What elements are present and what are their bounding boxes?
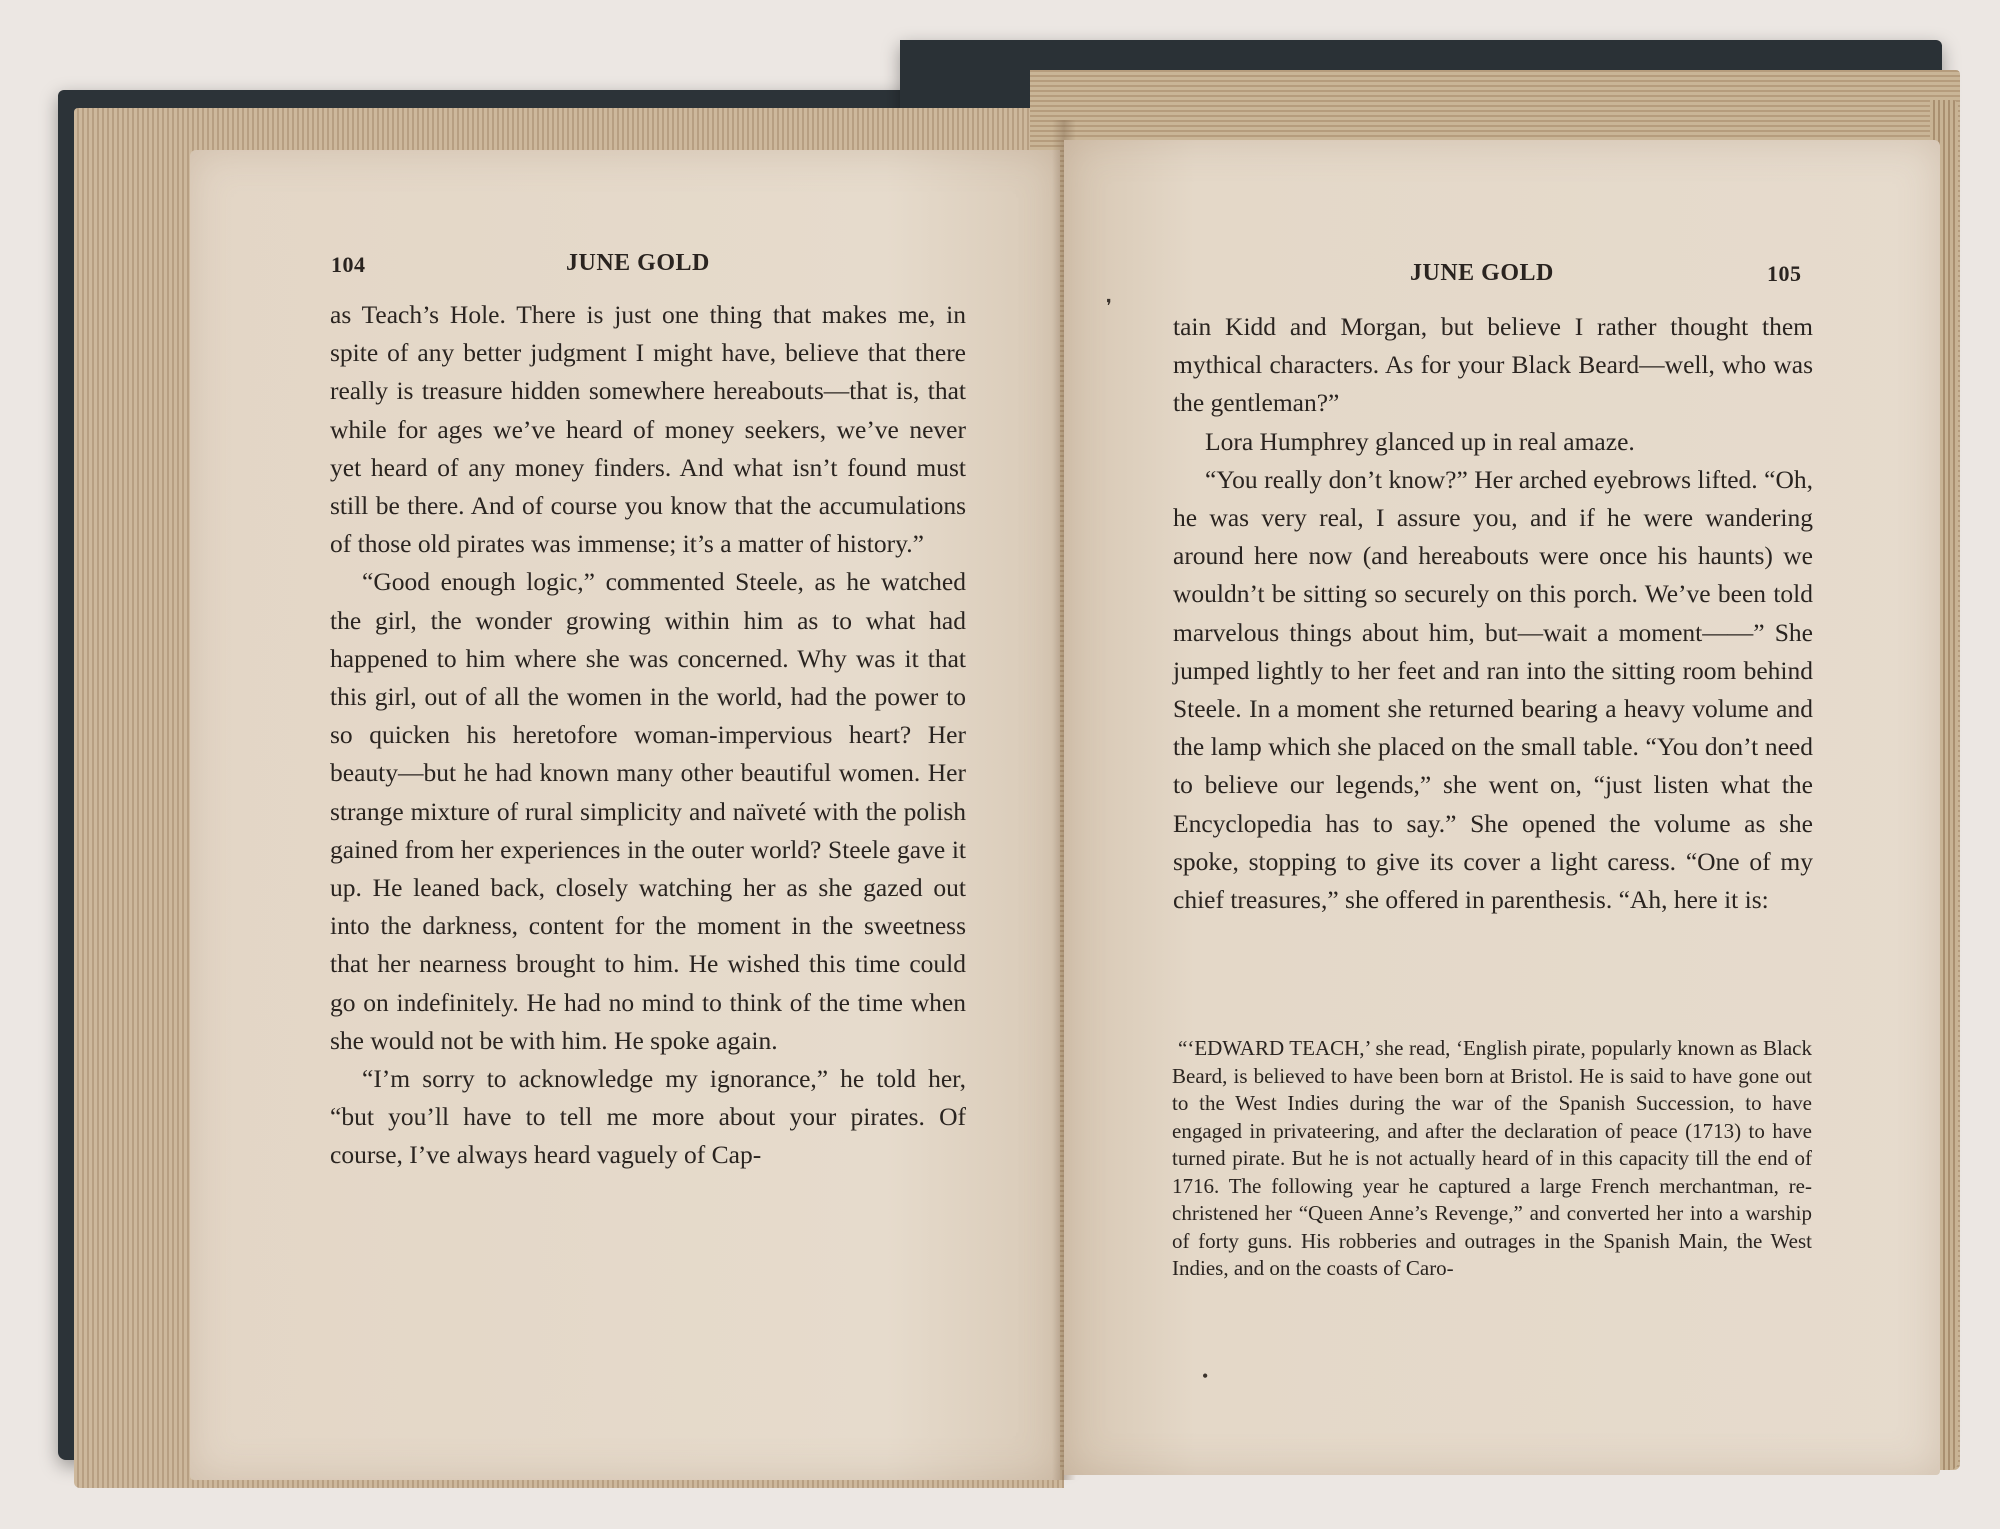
left-paragraph-1: as Teach’s Hole. There is just one thing that makes me, in spite of any better judgment I might have, believe that there really is treasure hidden somewhere hereabouts—that is, that while for ages we’ve heard of money seekers, we’ve never yet heard of any money finders. And what isn’t found must still be there. And of course you know that the accumulations of those old pirates was immense; it’s a matter of history.” — [330, 300, 966, 559]
right-paragraph-1: tain Kidd and Morgan, but believe I rather thought them mythical characters. As for your Black Beard—well, who was the gentleman?” — [1173, 312, 1813, 418]
extract-text: “‘EDWARD TEACH,’ she read, ‘English pirate, popularly known as Black Beard, is believed to have been born at Bristol. He is said to have gone out to the West Indies during the war of the Spanish Succession, to have engaged in privateering, and after the declaration of peace (1713) to have turned pirate. But he is not actually heard of in this capacity till the end of 1716. The following year he captured a large French merchantman, re-christened her “Queen Anne’s Revenge,” and converted her into a warship of forty guns. His robberies and outrages in the Spanish Main, the West Indies, and on the coasts of Caro- — [1172, 1036, 1812, 1280]
ink-speck: ❜ — [1106, 296, 1112, 316]
left-page-number: 104 — [331, 252, 366, 277]
left-page-body — [330, 296, 966, 1175]
right-page-body — [1173, 308, 1813, 919]
right-page — [1064, 140, 1940, 1475]
left-page — [190, 150, 1060, 1480]
ink-speck: • — [1202, 1366, 1209, 1386]
left-paragraph-2: “Good enough logic,” commented Steele, as he watched the girl, the wonder growing within him as to what had happened to him where she was concerned. Why was it that this girl, out of all the women in the world, had the power to so quicken his heretofore woman-impervious heart? Her beauty—but he had known many other beautiful women. Her strange mixture of rural simplicity and naïveté with the polish gained from her experiences in the outer world? Steele gave it up. He leaned back, closely watching her as she gazed out into the darkness, content for the moment in the sweetness that her nearness brought to him. He wished this time could go on indefinitely. He had no mind to think of the time when she would not be with him. He spoke again. — [330, 567, 966, 1055]
right-page-number: 105 — [1767, 261, 1802, 286]
right-running-head: JUNE GOLD — [1410, 260, 1554, 286]
left-running-head: JUNE GOLD — [566, 250, 710, 276]
left-paragraph-3: “I’m sorry to acknowledge my ignorance,” he told her, “but you’ll have to tell me more about your pirates. Of course, I’ve always heard vaguely of Cap- — [330, 1064, 966, 1170]
right-paragraph-2: Lora Humphrey glanced up in real amaze. — [1205, 426, 1635, 456]
right-paragraph-3: “You really don’t know?” Her arched eyebrows lifted. “Oh, he was very real, I assure you, and if he were wandering around here now (and hereabouts were once his haunts) we wouldn’t be sitting so securely on this porch. We’ve been told marvelous things about him, but—wait a moment——” She jumped lightly to her feet and ran into the sitting room behind Steele. In a moment she returned bearing a heavy volume and the lamp which she placed on the small table. “You don’t need to believe our legends,” she went on, “just listen what the Encyclopedia has to say.” She opened the volume as she spoke, stopping to give its cover a light caress. “One of my chief treasures,” she offered in parenthesis. “Ah, here it is: — [1173, 464, 1813, 915]
encyclopedia-extract — [1172, 1035, 1812, 1283]
